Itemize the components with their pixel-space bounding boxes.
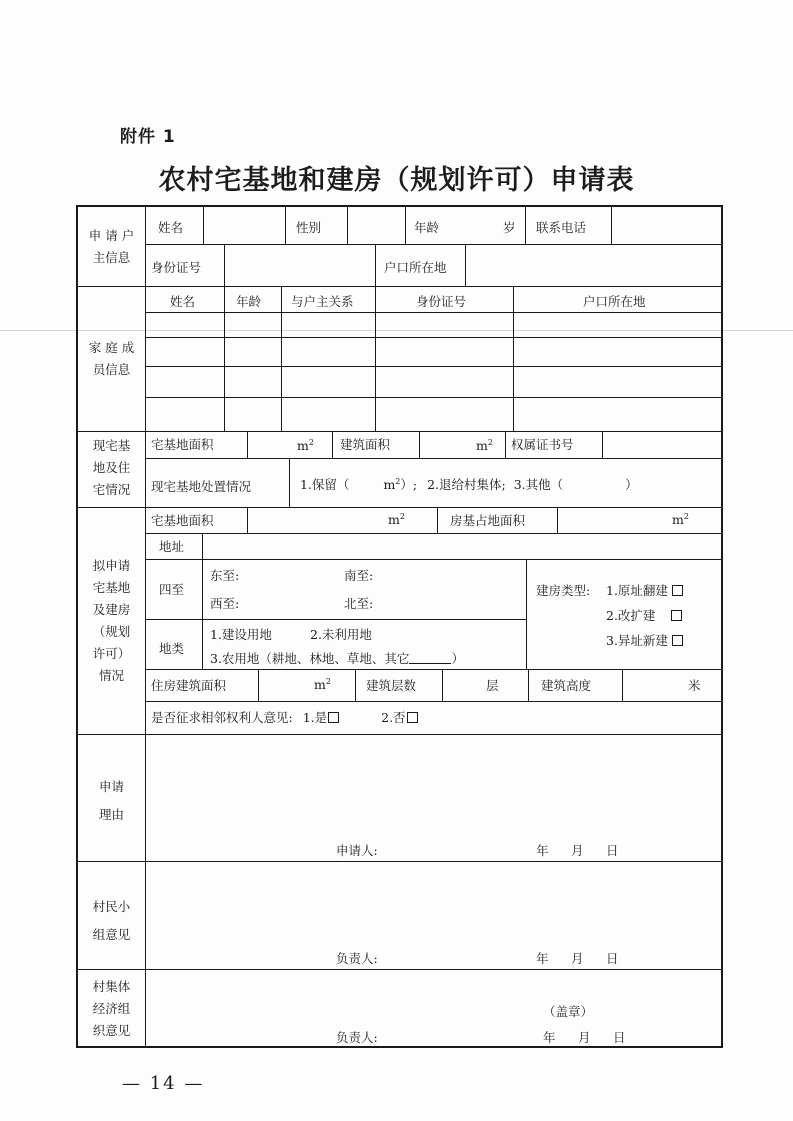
cell-line [289, 458, 290, 507]
id-number-label: 身份证号 [151, 260, 202, 275]
build-option-2-checkbox[interactable] [671, 610, 682, 621]
phone-label: 联系电话 [536, 220, 587, 235]
south-label: 南至: [344, 568, 374, 583]
house-area-label: 住房建筑面积 [151, 678, 227, 693]
age-unit: 岁 [503, 220, 516, 235]
row-line [145, 559, 721, 560]
cell-line [347, 207, 348, 244]
date-year: 年 [543, 1030, 556, 1045]
cell-line [332, 431, 333, 458]
north-label: 北至: [344, 596, 374, 611]
current-homestead-area-label: 宅基地面积 [151, 437, 214, 452]
current-section-label: 现宅基 地及住 宅情况 [92, 438, 131, 497]
height-unit: 米 [688, 678, 701, 693]
land-type-label: 地类 [159, 641, 185, 656]
bounds-label: 四至 [159, 582, 185, 597]
residence-label: 户口所在地 [384, 260, 447, 275]
family-col-age: 年龄 [236, 294, 262, 309]
build-option-2: 2.改扩建 [606, 610, 682, 623]
cell-line [224, 286, 225, 431]
east-label: 东至: [210, 568, 240, 583]
row-line [145, 669, 721, 670]
cell-line [224, 244, 225, 286]
applicant-signature-label: 申请人: [336, 843, 378, 858]
cell-line [602, 431, 603, 458]
group-section-label: 村民小 组意见 [92, 899, 131, 942]
cell-line [405, 207, 406, 244]
area-unit: $m^2$ [476, 438, 493, 454]
date-day: 日 [606, 951, 619, 966]
row-line [145, 533, 721, 534]
cell-line [513, 286, 514, 431]
row-line [78, 286, 721, 287]
proposed-homestead-area-label: 宅基地面积 [151, 513, 214, 528]
row-line [145, 366, 721, 367]
family-col-id: 身份证号 [416, 294, 467, 309]
address-label: 地址 [159, 539, 185, 554]
build-type-label: 建房类型: [536, 583, 591, 598]
cell-line [375, 286, 376, 431]
cell-line [355, 669, 356, 701]
cell-line [202, 533, 203, 559]
date-month: 月 [571, 843, 584, 858]
row-line [145, 458, 721, 459]
section-divider [145, 207, 146, 1046]
seal-label: （盖章） [543, 1004, 594, 1019]
row-line [145, 312, 721, 313]
date-year: 年 [536, 951, 549, 966]
row-line [145, 337, 721, 338]
area-unit: $m^2$ [388, 512, 405, 528]
cell-line [202, 559, 203, 669]
cell-line [557, 507, 558, 533]
area-unit: $m^2$ [314, 677, 331, 693]
cell-line [281, 286, 282, 431]
disposal-options: 1.保留（ $m^2$）; 2.退给村集体; 3.其他（ ） [300, 477, 638, 493]
collective-signature-label: 负责人: [336, 1030, 378, 1045]
cell-line [525, 207, 526, 244]
date-day: 日 [606, 843, 619, 858]
disposal-label: 现宅基地处置情况 [151, 479, 252, 494]
cell-line [258, 669, 259, 701]
area-unit: $m^2$ [297, 438, 314, 454]
proposed-section-label: 拟申请 宅基地 及建房 （规划 许可） 情况 [92, 558, 131, 683]
row-line [78, 507, 721, 508]
collective-section-label: 村集体 经济组 织意见 [92, 979, 131, 1038]
cell-line [442, 669, 443, 701]
cell-line [528, 669, 529, 701]
row-line [145, 701, 721, 702]
neighbor-yes-checkbox[interactable] [328, 712, 339, 723]
cell-line [419, 431, 420, 458]
build-option-1-checkbox[interactable] [672, 585, 683, 596]
cell-line [505, 431, 506, 458]
family-col-residence: 户口所在地 [583, 294, 646, 309]
footprint-label: 房基占地面积 [450, 513, 526, 528]
area-unit: $m^2$ [672, 512, 689, 528]
applicant-section-label: 申 请 户 主信息 [88, 228, 135, 265]
row-line [78, 969, 721, 970]
row-line [145, 244, 721, 245]
cell-line [285, 207, 286, 244]
reason-section-label: 申请 理由 [98, 779, 124, 822]
row-line [78, 734, 721, 735]
attachment-label: 附件 1 [120, 127, 176, 147]
cell-line [465, 244, 466, 286]
date-month: 月 [578, 1030, 591, 1045]
gender-label: 性别 [296, 220, 322, 235]
cell-line [437, 507, 438, 533]
land-option-3: 3.农用地（耕地、林地、草地、其它 ） [210, 651, 464, 666]
name-label: 姓名 [158, 220, 184, 235]
cell-line [203, 207, 204, 244]
family-col-name: 姓名 [170, 294, 196, 309]
neighbor-consent-row: 是否征求相邻权利人意见: 1.是 2.否 [151, 712, 418, 725]
row-line [78, 431, 721, 432]
date-day: 日 [613, 1030, 626, 1045]
row-line [78, 861, 721, 862]
date-year: 年 [536, 843, 549, 858]
height-label: 建筑高度 [541, 678, 592, 693]
title-certificate-label: 权属证书号 [511, 437, 574, 452]
build-option-3-checkbox[interactable] [672, 635, 683, 646]
family-col-relation: 与户主关系 [291, 294, 354, 309]
cell-line [375, 244, 376, 286]
family-section-label: 家 庭 成 员信息 [88, 340, 135, 377]
cell-line [247, 431, 248, 458]
build-option-1: 1.原址翻建 [606, 585, 683, 598]
land-option-1: 1.建设用地 [210, 627, 272, 642]
floors-label: 建筑层数 [366, 678, 417, 693]
floor-unit: 层 [486, 678, 499, 693]
neighbor-no-checkbox[interactable] [407, 712, 418, 723]
form-title: 农村宅基地和建房（规划许可）申请表 [158, 165, 635, 196]
build-option-3: 3.异址新建 [606, 635, 683, 648]
age-label: 年龄 [414, 220, 440, 235]
form-table [76, 205, 723, 1048]
row-line [145, 397, 721, 398]
page-number: — 14 — [122, 1073, 205, 1094]
date-month: 月 [571, 951, 584, 966]
cell-line [526, 559, 527, 669]
cell-line [247, 507, 248, 533]
building-area-label: 建筑面积 [340, 437, 391, 452]
cell-line [622, 669, 623, 701]
land-option-2: 2.未利用地 [310, 627, 372, 642]
west-label: 西至: [210, 596, 240, 611]
group-signature-label: 负责人: [336, 951, 378, 966]
cell-line [611, 207, 612, 244]
